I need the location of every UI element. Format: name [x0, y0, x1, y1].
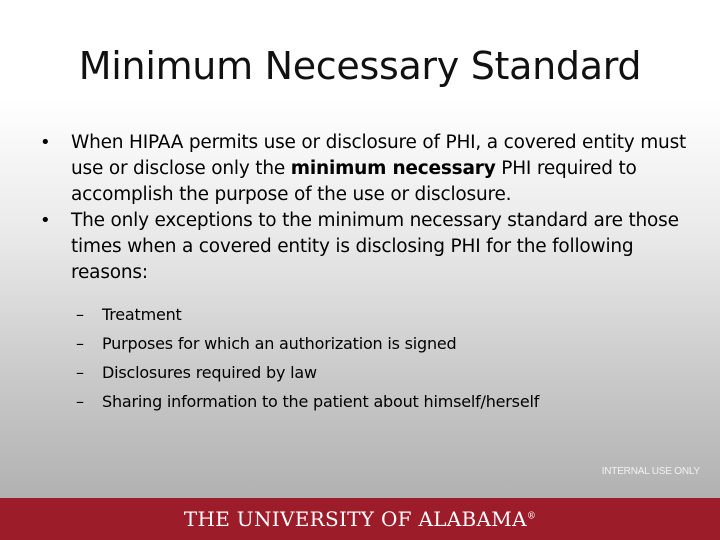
- sub-bullet-item: [36, 387, 696, 416]
- dash-icon: –: [76, 334, 84, 353]
- university-wordmark: [0, 507, 720, 531]
- sub-bullet-text: Disclosures required by law: [102, 363, 317, 382]
- dash-icon: –: [76, 392, 84, 411]
- footer-bar: [0, 498, 720, 540]
- sub-bullet-text: Treatment: [102, 305, 182, 324]
- sub-bullet-list: [36, 300, 696, 416]
- bullet-text-bold: minimum necessary: [290, 158, 496, 179]
- bullet-text-pre: When HIPAA permits use or disclosure of PHI, a covered entity must use or disclose only the: [71, 132, 687, 179]
- bullet-dot-icon: •: [40, 132, 51, 153]
- bullet-dot-icon: •: [40, 210, 51, 231]
- dash-icon: –: [76, 305, 84, 324]
- registered-mark: ®: [526, 511, 537, 522]
- bullet-text-post: PHI required to accomplish the purpose of the use or disclosure.: [71, 158, 637, 205]
- dash-icon: –: [76, 363, 84, 382]
- sub-bullet-item: [36, 300, 696, 329]
- slide-title: Minimum Necessary Standard: [78, 44, 642, 88]
- bullet-text: The only exceptions to the minimum necessary standard are those times when a covered entity is disclosing PHI for the following reasons:: [71, 210, 679, 283]
- sub-bullet-text: Sharing information to the patient about himself/herself: [102, 392, 540, 411]
- internal-use-label: INTERNAL USE ONLY: [601, 466, 700, 477]
- sub-bullet-item: [36, 329, 696, 358]
- slide-body: [36, 130, 696, 416]
- sub-bullet-item: [36, 358, 696, 387]
- bullet-item: [36, 208, 696, 286]
- sub-bullet-text: Purposes for which an authorization is signed: [102, 334, 457, 353]
- wordmark-text: THE UNIVERSITY OF ALABAMA: [183, 507, 527, 531]
- bullet-item: [36, 130, 696, 208]
